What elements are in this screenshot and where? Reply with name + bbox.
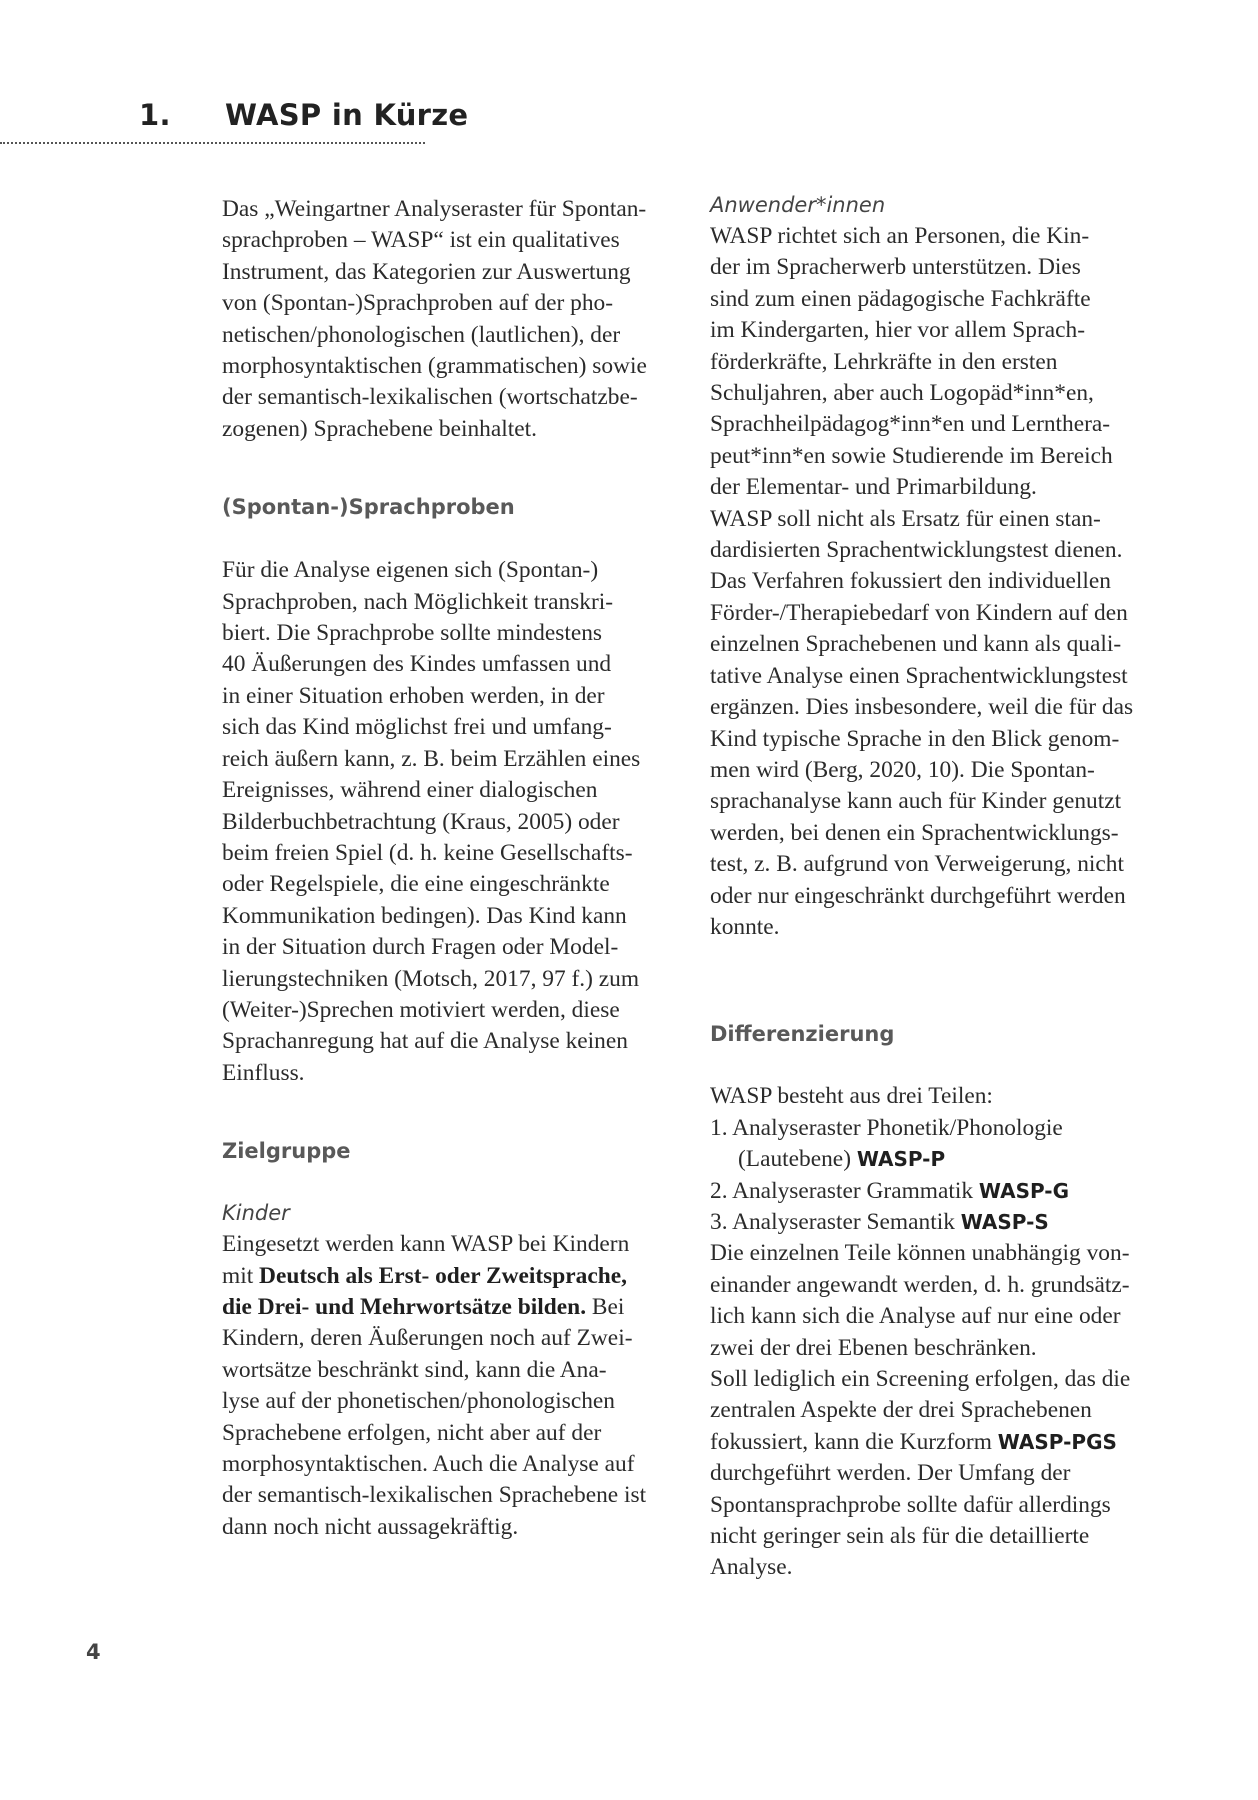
text-line: ergänzen. Dies insbesondere, weil die für das bbox=[710, 694, 1134, 721]
text-line: Instrument, das Kategorien zur Auswertung bbox=[222, 258, 631, 285]
section-heading-sprachproben: (Spontan-)Sprachproben bbox=[222, 495, 515, 520]
text-line: sprachanalyse kann auch für Kinder genutzt bbox=[710, 788, 1122, 815]
text-line: wortsätze beschränkt sind, kann die Ana- bbox=[222, 1356, 607, 1383]
text-line: Eingesetzt werden kann WASP bei Kindern bbox=[222, 1231, 630, 1258]
page-number: 4 bbox=[86, 1640, 101, 1664]
text-line: im Kindergarten, hier vor allem Sprach- bbox=[710, 317, 1085, 344]
text-line: fokussiert, kann die Kurzform bbox=[710, 1428, 998, 1455]
text-line: konnte. bbox=[710, 913, 780, 940]
text-line: Kommunikation bedingen). Das Kind kann bbox=[222, 902, 627, 929]
text-line: in einer Situation erhoben werden, in der bbox=[222, 682, 605, 709]
text-line: Spontansprachprobe sollte dafür allerdings bbox=[710, 1491, 1111, 1518]
left-column bbox=[222, 194, 692, 1543]
text-line: förderkräfte, Lehrkräfte in den ersten bbox=[710, 348, 1058, 375]
text-line: in der Situation durch Fragen oder Model- bbox=[222, 934, 619, 961]
subheading-kinder: Kinder bbox=[222, 1201, 290, 1226]
anwender-paragraph bbox=[710, 221, 1180, 943]
text-line: mit bbox=[222, 1262, 260, 1289]
list-item-text: (Lautebene) bbox=[738, 1146, 857, 1173]
zielgruppe-paragraph bbox=[222, 1229, 692, 1543]
text-line: einander angewandt werden, d. h. grundsätz- bbox=[710, 1271, 1130, 1298]
text-line: lierungstechniken (Motsch, 2017, 97 f.) zum bbox=[222, 965, 640, 992]
text-line: beim freien Spiel (d. h. keine Gesellschafts- bbox=[222, 839, 633, 866]
text-line: reich äußern kann, z. B. beim Erzählen eines bbox=[222, 745, 641, 772]
text-line: WASP richtet sich an Personen, die Kin- bbox=[710, 223, 1090, 249]
text-line: dann noch nicht aussagekräftig. bbox=[222, 1513, 519, 1540]
text-line: der Elementar- und Primarbildung. bbox=[710, 474, 1037, 501]
text-line: Sprachanregung hat auf die Analyse keinen bbox=[222, 1028, 628, 1055]
text-line: Das Verfahren fokussiert den individuellen bbox=[710, 568, 1111, 595]
text-line: (Weiter-)Sprechen motiviert werden, diese bbox=[222, 996, 620, 1023]
subheading-anwender: Anwender*innen bbox=[710, 193, 886, 217]
emphasis-text: Deutsch als Erst- oder Zweitsprache, bbox=[259, 1262, 627, 1289]
text-line: nicht geringer sein als für die detaillierte bbox=[710, 1523, 1090, 1550]
text-line: zogenen) Sprachebene beinhaltet. bbox=[222, 415, 537, 442]
text-line: oder nur eingeschränkt durchgeführt werden bbox=[710, 882, 1126, 909]
emphasis-text: die Drei- und Mehrwortsätze bilden. bbox=[222, 1293, 587, 1320]
text-line: einzelnen Sprachebenen und kann als quali- bbox=[710, 631, 1122, 658]
heading-dotted-rule bbox=[0, 142, 425, 144]
text-line: Sprachebene erfolgen, nicht aber auf der bbox=[222, 1419, 602, 1446]
text-line: tative Analyse einen Sprachentwicklungstest bbox=[710, 662, 1128, 689]
list-item-text: 2. Analyseraster Grammatik bbox=[710, 1177, 979, 1204]
text-line: test, z. B. aufgrund von Verweigerung, nicht bbox=[710, 851, 1125, 878]
section-heading-differenzierung: Differenzierung bbox=[710, 1022, 895, 1047]
text-line: peut*inn*en sowie Studierende im Bereich bbox=[710, 442, 1113, 469]
text-line: Kindern, deren Äußerungen noch auf Zwei- bbox=[222, 1325, 633, 1352]
code-label: WASP-G bbox=[978, 1178, 1069, 1203]
list-item-1 bbox=[710, 1113, 1180, 1144]
text-line: Soll lediglich ein Screening erfolgen, das die bbox=[710, 1366, 1131, 1392]
text-line: Ereignisses, während einer dialogischen bbox=[222, 777, 598, 804]
differenzierung-paragraph bbox=[710, 1238, 1180, 1583]
code-label: WASP-PGS bbox=[997, 1429, 1117, 1454]
right-column bbox=[710, 194, 1180, 1584]
list-item-2 bbox=[710, 1176, 1180, 1207]
text-line: Sprachproben, nach Möglichkeit transkri- bbox=[222, 588, 614, 615]
text-line: dardisierten Sprachentwicklungstest dienen. bbox=[710, 537, 1123, 564]
text-line: zwei der drei Ebenen beschränken. bbox=[710, 1334, 1037, 1361]
text-line: sind zum einen pädagogische Fachkräfte bbox=[710, 285, 1091, 312]
text-line: Bei bbox=[586, 1293, 625, 1320]
code-label: WASP-P bbox=[856, 1147, 946, 1172]
text-line: Sprachheilpädagog*inn*en und Lernthera- bbox=[710, 411, 1111, 438]
text-line: der semantisch-lexikalischen (wortschatzbe- bbox=[222, 384, 638, 411]
text-line: 40 Äußerungen des Kindes umfassen und bbox=[222, 651, 612, 678]
list-item-3 bbox=[710, 1207, 1180, 1238]
text-line: morphosyntaktischen (grammatischen) sowie bbox=[222, 353, 647, 380]
text-line: lyse auf der phonetischen/phonologischen bbox=[222, 1388, 615, 1415]
list-item-1-continued bbox=[710, 1144, 1180, 1175]
text-line: Schuljahren, aber auch Logopäd*inn*en, bbox=[710, 380, 1094, 407]
chapter-number: 1. bbox=[139, 98, 171, 132]
text-line: Förder-/Therapiebedarf von Kindern auf den bbox=[710, 599, 1128, 626]
text-line: durchgeführt werden. Der Umfang der bbox=[710, 1460, 1071, 1487]
text-line: men wird (Berg, 2020, 10). Die Spontan- bbox=[710, 756, 1095, 783]
list-intro: WASP besteht aus drei Teilen: bbox=[710, 1083, 993, 1110]
text-line: biert. Die Sprachprobe sollte mindestens bbox=[222, 620, 603, 647]
sprachproben-paragraph bbox=[222, 555, 692, 1089]
text-line: oder Regelspiele, die eine eingeschränkte bbox=[222, 871, 610, 898]
text-line: sprachproben – WASP“ ist ein qualitatives bbox=[222, 227, 620, 254]
text-line: Für die Analyse eigenen sich (Spontan-) bbox=[222, 557, 599, 584]
intro-paragraph bbox=[222, 194, 692, 445]
text-line: der im Spracherwerb unterstützen. Dies bbox=[710, 254, 1081, 281]
differenzierung-lines bbox=[710, 1240, 1130, 1423]
text-line: sich das Kind möglichst frei und umfang- bbox=[222, 714, 612, 741]
list-item-text: 1. Analyseraster Phonetik/Phonologie bbox=[710, 1114, 1063, 1141]
text-line: morphosyntaktischen. Auch die Analyse auf bbox=[222, 1451, 635, 1477]
text-line: Einfluss. bbox=[222, 1059, 305, 1086]
text-line: der semantisch-lexikalischen Sprachebene ist bbox=[222, 1482, 647, 1509]
text-line: netischen/phonologischen (lautlichen), der bbox=[222, 321, 621, 348]
text-line: werden, bei denen ein Sprachentwicklungs- bbox=[710, 819, 1119, 846]
text-line: Analyse. bbox=[710, 1554, 793, 1581]
list-item-text: 3. Analyseraster Semantik bbox=[710, 1208, 961, 1235]
zielgruppe-rest bbox=[222, 1325, 646, 1539]
chapter-title: WASP in Kürze bbox=[225, 98, 469, 132]
text-line: Bilderbuchbetrachtung (Kraus, 2005) oder bbox=[222, 808, 620, 835]
section-heading-zielgruppe: Zielgruppe bbox=[222, 1139, 351, 1164]
text-line: zentralen Aspekte der drei Sprachebenen bbox=[710, 1397, 1092, 1424]
text-line: Das „Weingartner Analyseraster für Spontan- bbox=[222, 196, 647, 222]
text-line: Die einzelnen Teile können unabhängig von- bbox=[710, 1240, 1130, 1267]
text-line: von (Spontan-)Sprachproben auf der pho- bbox=[222, 290, 614, 317]
text-line: Kind typische Sprache in den Blick genom- bbox=[710, 725, 1120, 752]
differenzierung-lines-end bbox=[710, 1460, 1111, 1580]
chapter-heading bbox=[139, 98, 468, 132]
code-label: WASP-S bbox=[960, 1209, 1049, 1234]
text-line: WASP soll nicht als Ersatz für einen stan- bbox=[710, 505, 1101, 532]
text-line: lich kann sich die Analyse auf nur eine oder bbox=[710, 1303, 1121, 1330]
